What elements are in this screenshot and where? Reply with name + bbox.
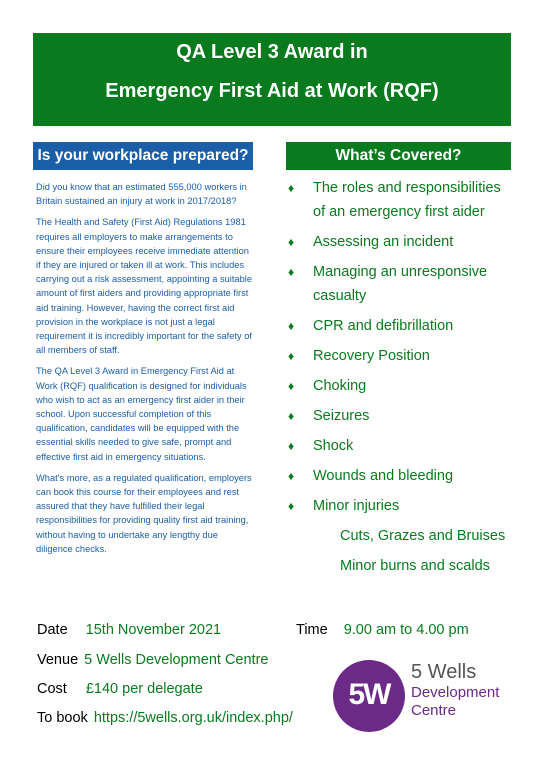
diamond-bullet-icon: ♦ <box>288 181 295 195</box>
cost-label: Cost <box>37 681 67 697</box>
logo-line-2: Development <box>411 684 500 701</box>
diamond-bullet-icon: ♦ <box>288 319 295 333</box>
diamond-bullet-icon: ♦ <box>288 349 295 363</box>
list-item: ♦ Minor injuries <box>286 494 511 518</box>
list-item: ♦ CPR and defibrillation <box>286 314 511 338</box>
list-item: ♦ Shock <box>286 434 511 458</box>
cost-row <box>37 681 203 697</box>
title-line-2: Emergency First Aid at Work (RQF) <box>105 80 439 102</box>
time-label: Time <box>296 622 328 638</box>
venue-label: Venue <box>37 652 79 668</box>
logo-line-3: Centre <box>411 702 457 719</box>
list-item: ♦ Managing an unresponsive casualty <box>286 260 511 308</box>
booking-label: To book <box>37 710 88 726</box>
diamond-bullet-icon: ♦ <box>288 409 295 423</box>
list-item: ♦ Seizures <box>286 404 511 428</box>
sub-list-item: Cuts, Grazes and Bruises <box>340 528 506 544</box>
venue-value: 5 Wells Development Centre <box>84 652 269 668</box>
date-value: 15th November 2021 <box>85 622 222 638</box>
list-item: ♦ Assessing an incident <box>286 230 511 254</box>
diamond-bullet-icon: ♦ <box>288 235 295 249</box>
venue-row <box>37 652 268 668</box>
date-row <box>37 622 221 638</box>
sub-list-item: Minor burns and scalds <box>340 558 490 574</box>
booking-link[interactable]: https://5wells.org.uk/index.php/ <box>93 710 293 726</box>
list-item: ♦ The roles and responsibilities of an emergency first aider <box>286 176 511 224</box>
title-line-1: QA Level 3 Award in <box>176 41 368 63</box>
workplace-heading: Is your workplace prepared? <box>33 142 253 170</box>
logo-mark-text: 5W <box>348 678 390 711</box>
five-wells-logo <box>333 660 513 740</box>
intro-paragraph-3: The QA Level 3 Award in Emergency First Aid at Work (RQF) qualification is designed for individuals who wish to act as an emergency first aider in their school. Upon successful completion of this qualification, candidates will be equipped with the essential skills needed to give safe, prompt and effective first aid in emergency situations. <box>36 366 247 462</box>
intro-text <box>36 180 254 563</box>
diamond-bullet-icon: ♦ <box>288 469 295 483</box>
intro-paragraph-4: What's more, as a regulated qualification, employers can book this course for their employees and rest assured that they have fulfilled their legal responsibilities for providing quality first aid training, without having to undertake any lengthy due diligence checks. <box>36 472 252 554</box>
booking-row <box>37 710 293 726</box>
logo-line-1: 5 Wells <box>411 661 477 683</box>
diamond-bullet-icon: ♦ <box>288 439 295 453</box>
intro-paragraph-1: Did you know that an estimated 555,000 workers in Britain sustained an injury at work in 2017/2018? <box>36 182 247 207</box>
logo-mark <box>333 660 405 732</box>
diamond-bullet-icon: ♦ <box>288 499 295 513</box>
time-value: 9.00 am to 4.00 pm <box>343 622 469 638</box>
covered-heading: What’s Covered? <box>286 142 511 170</box>
intro-paragraph-2: The Health and Safety (First Aid) Regulations 1981 requires all employers to make arrangements to ensure their employees receive immediate attention if they are injured or taken ill at work. This includes carrying out a risk assessment, appointing a suitable amount of first aiders and providing appropriate first aid training. However, having the correct first aid provision in the workplace is not just a legal requirement it is incredibly important for the safety of all members of staff. <box>36 217 253 356</box>
diamond-bullet-icon: ♦ <box>288 265 295 279</box>
title-banner <box>33 33 511 126</box>
covered-list <box>286 176 511 584</box>
diamond-bullet-icon: ♦ <box>288 379 295 393</box>
list-item: ♦ Recovery Position <box>286 344 511 368</box>
time-row <box>296 622 469 638</box>
list-item: ♦ Choking <box>286 374 511 398</box>
list-item: ♦ Wounds and bleeding <box>286 464 511 488</box>
cost-value: £140 per delegate <box>85 681 203 697</box>
date-label: Date <box>37 622 68 638</box>
logo-wordmark <box>411 660 499 720</box>
